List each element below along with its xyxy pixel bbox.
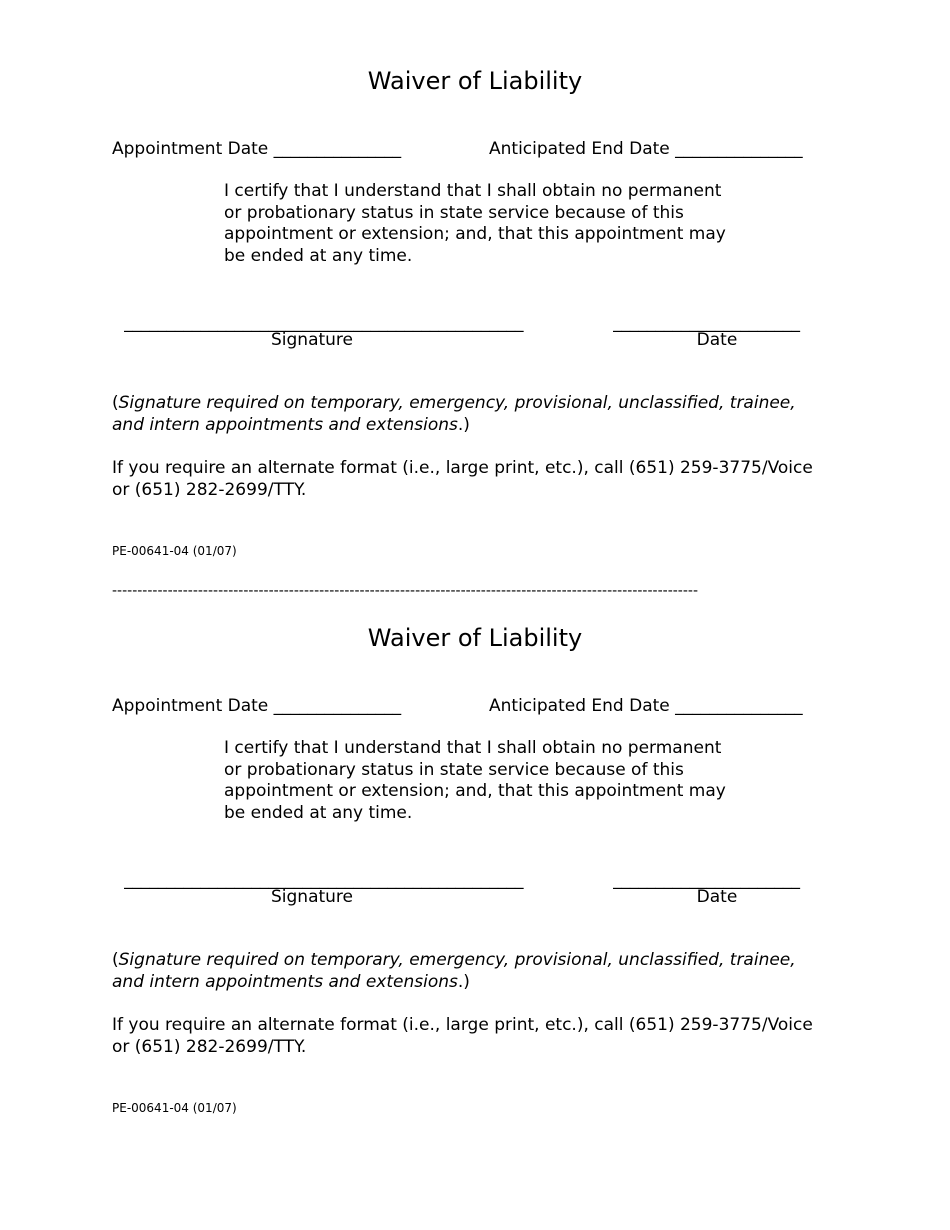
signature-label: Signature (270, 330, 353, 350)
date-line: ______________________ (613, 313, 800, 333)
alternate-format-note: If you require an alternate format (i.e., large print, etc.), call (651) 259-3775/Voice or (651) 282-2699/TTY. (112, 1015, 813, 1057)
waiver-form-bottom (0, 557, 950, 1117)
date-label: Date (696, 330, 738, 350)
signature-required-note (112, 950, 832, 993)
certification-statement: I certify that I understand that I shall obtain no permanent or probationary status in state service because of this appointment or extension; and, that this appointment may be ended at any time. (224, 181, 726, 266)
form-code: PE-00641-04 (01/07) (112, 544, 237, 558)
paren-open: ( (112, 950, 119, 970)
appointment-date-field: Appointment Date _______________ (112, 696, 402, 716)
paren-close: .) (457, 414, 470, 435)
paren-open: ( (112, 393, 119, 413)
signature-required-note (112, 393, 832, 436)
paren-close: .) (457, 971, 470, 992)
signature-line: _______________________________________________ (124, 870, 524, 890)
appointment-date-field: Appointment Date _______________ (112, 139, 402, 159)
anticipated-end-date-field: Anticipated End Date _______________ (489, 139, 803, 159)
anticipated-end-date-field: Anticipated End Date _______________ (489, 696, 803, 716)
certification-statement: I certify that I understand that I shall obtain no permanent or probationary status in state service because of this appointment or extension; and, that this appointment may be ended at any time. (224, 738, 726, 823)
signature-line: _______________________________________________ (124, 313, 524, 333)
required-text: Signature required on temporary, emergency, provisional, unclassified, trainee, and intern appointments and extensions (112, 950, 796, 992)
required-text: Signature required on temporary, emergency, provisional, unclassified, trainee, and intern appointments and extensions (112, 393, 796, 435)
waiver-form-top (0, 0, 950, 560)
form-title: Waiver of Liability (367, 624, 583, 652)
alternate-format-note: If you require an alternate format (i.e., large print, etc.), call (651) 259-3775/Voice or (651) 282-2699/TTY. (112, 458, 813, 500)
date-label: Date (696, 887, 738, 907)
signature-label: Signature (270, 887, 353, 907)
date-line: ______________________ (613, 870, 800, 890)
form-code: PE-00641-04 (01/07) (112, 1101, 237, 1115)
cut-line-divider: -------------------------------------------------------------------------------------------------------------------- (112, 583, 699, 599)
form-title: Waiver of Liability (367, 67, 583, 95)
